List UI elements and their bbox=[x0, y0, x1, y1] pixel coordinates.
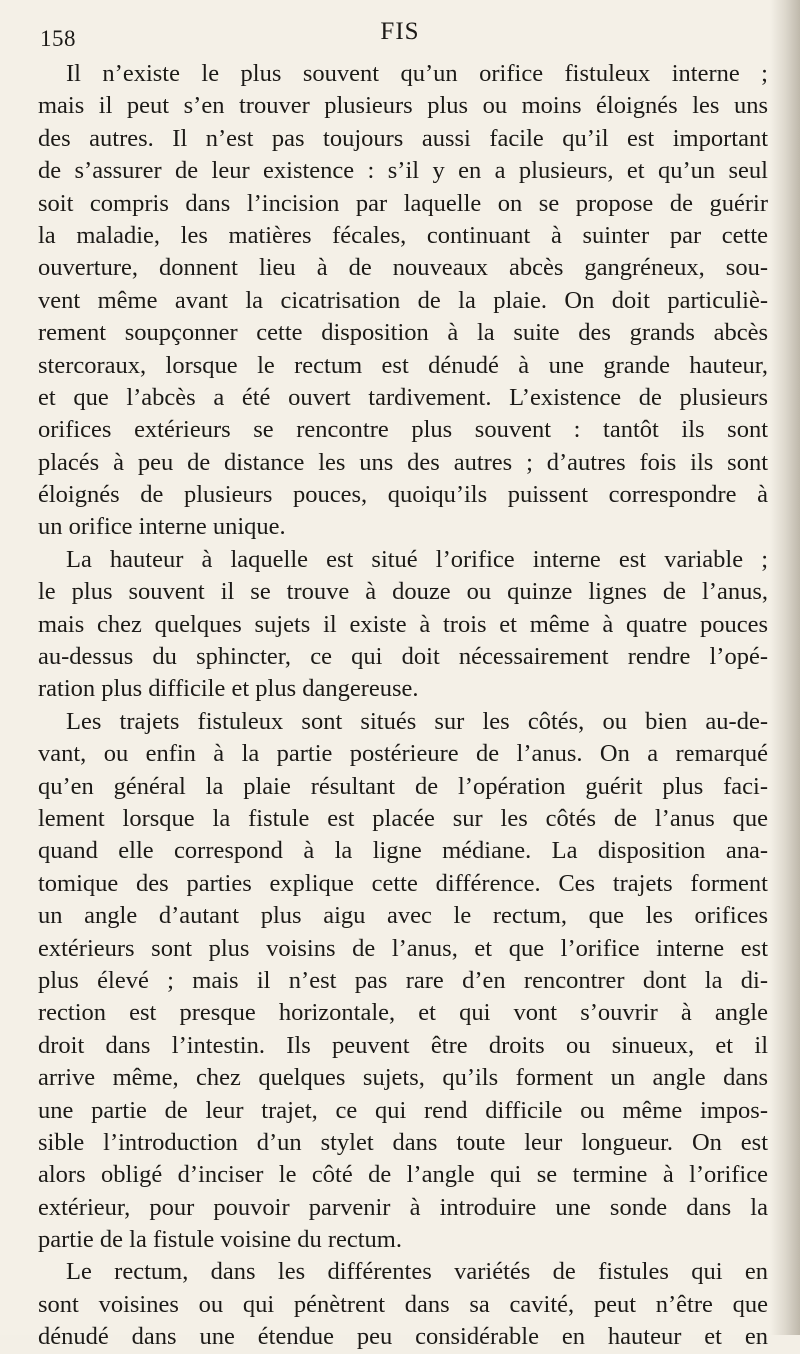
text-line: La hauteur à laquelle est situé l’orifice interne est variable ; bbox=[66, 545, 768, 573]
text-line: Les trajets fistuleux sont situés sur les côtés, ou bien au-de- bbox=[66, 707, 768, 735]
text-line: Le rectum, dans les différentes variétés de fistules qui en bbox=[66, 1258, 768, 1286]
text-line: dénudé dans une étendue peu considérable en hauteur et en bbox=[38, 1323, 768, 1351]
text-line: tomique des parties explique cette différence. Ces trajets forment bbox=[38, 869, 768, 897]
text-line: le plus souvent il se trouve à douze ou quinze lignes de l’anus, bbox=[38, 578, 768, 606]
text-line: extérieurs sont plus voisins de l’anus, et que l’orifice interne est bbox=[38, 934, 768, 962]
text-line: partie de la fistule voisine du rectum. bbox=[38, 1226, 402, 1254]
text-line: et que l’abcès a été ouvert tardivement. L’existence de plusieurs bbox=[38, 383, 768, 411]
text-line: sible l’introduction d’un stylet dans toute leur longueur. On est bbox=[38, 1128, 768, 1156]
text-line: rection est presque horizontale, et qui vont s’ouvrir à angle bbox=[38, 999, 768, 1027]
text-line: plus élevé ; mais il n’est pas rare d’en rencontrer dont la di- bbox=[38, 966, 768, 994]
text-line: arrive même, chez quelques sujets, qu’ils forment un angle dans bbox=[38, 1064, 768, 1092]
text-line: vent même avant la cicatrisation de la plaie. On doit particuliè- bbox=[38, 286, 768, 314]
text-line: sont voisines ou qui pénètrent dans sa cavité, peut n’être que bbox=[38, 1290, 768, 1318]
text-line: au-dessus du sphincter, ce qui doit nécessairement rendre l’opé- bbox=[38, 643, 768, 671]
text-line: mais chez quelques sujets il existe à trois et même à quatre pouces bbox=[38, 610, 768, 638]
text-line: rement soupçonner cette disposition à la suite des grands abcès bbox=[38, 319, 768, 347]
running-head: FIS bbox=[380, 18, 420, 45]
text-line: éloignés de plusieurs pouces, quoiqu’ils puissent correspondre à bbox=[38, 481, 768, 509]
text-line: Il n’existe le plus souvent qu’un orifice fistuleux interne ; bbox=[66, 60, 768, 87]
text-line: mais il peut s’en trouver plusieurs plus ou moins éloignés les uns bbox=[38, 92, 768, 120]
text-line: placés à peu de distance les uns des autres ; d’autres fois ils sont bbox=[38, 448, 768, 476]
text-line: de s’assurer de leur existence : s’il y en a plusieurs, et qu’un seul bbox=[38, 157, 768, 185]
text-line: une partie de leur trajet, ce qui rend difficile ou même impos- bbox=[38, 1096, 768, 1124]
text-line: lement lorsque la fistule est placée sur les côtés de l’anus que bbox=[38, 804, 768, 832]
text-line: alors obligé d’inciser le côté de l’angle qui se termine à l’orifice bbox=[38, 1161, 768, 1189]
text-line: vant, ou enfin à la partie postérieure de l’anus. On a remarqué bbox=[38, 740, 768, 768]
text-line: quand elle correspond à la ligne médiane. La disposition ana- bbox=[38, 837, 768, 865]
text-line: orifices extérieurs se rencontre plus souvent : tantôt ils sont bbox=[38, 416, 768, 444]
page-header bbox=[40, 18, 760, 54]
text-line: la maladie, les matières fécales, continuant à suinter par cette bbox=[38, 221, 768, 249]
text-line: un angle d’autant plus aigu avec le rectum, que les orifices bbox=[38, 902, 768, 930]
text-line: qu’en général la plaie résultant de l’opération guérit plus faci- bbox=[38, 772, 768, 800]
text-line: ouverture, donnent lieu à de nouveaux abcès gangréneux, sou- bbox=[38, 254, 768, 282]
page-number: 158 bbox=[40, 26, 76, 51]
text-line: soit compris dans l’incision par laquelle on se propose de guérir bbox=[38, 189, 768, 217]
text-line: un orifice interne unique. bbox=[38, 513, 286, 541]
text-line: ration plus difficile et plus dangereuse. bbox=[38, 675, 419, 703]
text-line: des autres. Il n’est pas toujours aussi facile qu’il est important bbox=[38, 124, 768, 152]
body-text bbox=[38, 58, 768, 1354]
text-line: extérieur, pour pouvoir parvenir à introduire une sonde dans la bbox=[38, 1193, 768, 1221]
text-line: droit dans l’intestin. Ils peuvent être droits ou sinueux, et il bbox=[38, 1031, 768, 1059]
text-line: stercoraux, lorsque le rectum est dénudé à une grande hauteur, bbox=[38, 351, 768, 379]
